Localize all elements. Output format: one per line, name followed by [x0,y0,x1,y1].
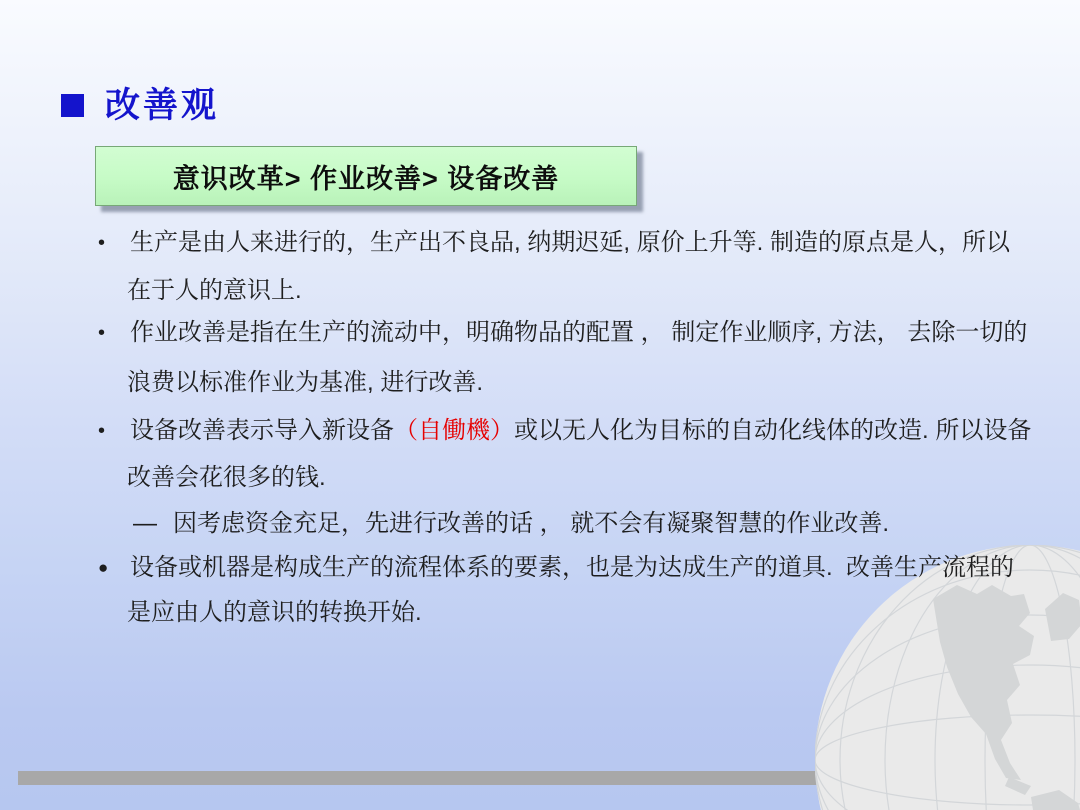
dash-icon: — [133,510,157,537]
bullet-item-1-cont [127,274,1077,308]
filled-circle-bullet-icon: ● [98,558,109,577]
bullet-dot-icon: • [98,420,106,442]
page-title: 改善观 [105,86,220,125]
bullet-1-line-1: 生产是由人来进行的，生产出不良品, 纳期迟延, 原价上升等. 制造的原点是人，所以 [130,229,1011,256]
bullet-2-line-2: 浪费以标准作业为基准, 进行改善. [127,369,484,396]
bullet-3-text-before: 设备改善表示导入新设备 [130,417,394,444]
priority-banner [95,146,637,206]
bullet-4-line-2: 是应由人的意识的转换开始. [127,599,422,626]
bullet-dot-icon: • [98,232,106,254]
bullet-1-line-2: 在于人的意识上. [127,277,302,304]
title-square-bullet-icon [61,94,84,117]
priority-banner-text: 意识改革> 作业改善> 设备改善 [172,163,560,194]
sub-bullet-text: 因考虑资金充足，先进行改善的话 ， 就不会有凝聚智慧的作业改善. [173,510,890,537]
bullet-3-text-after: 或以无人化为目标的自动化线体的改造. 所以设备 [514,417,1032,444]
bullet-4-line-1: 设备或机器是构成生产的流程体系的要素，也是为达成生产的道具. 改善生产流程的 [130,554,1015,581]
sub-bullet-dash [130,507,1080,541]
bullet-2-line-1: 作业改善是指在生产的流动中，明确物品的配置 ， 制定作业顺序, 方法， 去除一切的 [130,319,1028,346]
bullet-3-line-2: 改善会花很多的钱. [127,464,326,491]
bottom-divider-bar [18,771,818,785]
bullet-item-2-cont [127,366,1077,400]
bullet-dot-icon: • [98,322,106,344]
bullet-item-4 [95,551,1045,585]
bullet-3-line-1 [130,414,1031,448]
bullet-item-4-cont [127,596,1077,630]
bullet-item-3 [95,414,1045,448]
bullet-item-2 [95,316,1045,350]
bullet-item-1 [95,226,1045,260]
bullet-3-red-highlight: （自働機） [394,417,514,444]
slide-title-row [61,80,219,126]
bullet-item-3-cont [127,461,1077,495]
